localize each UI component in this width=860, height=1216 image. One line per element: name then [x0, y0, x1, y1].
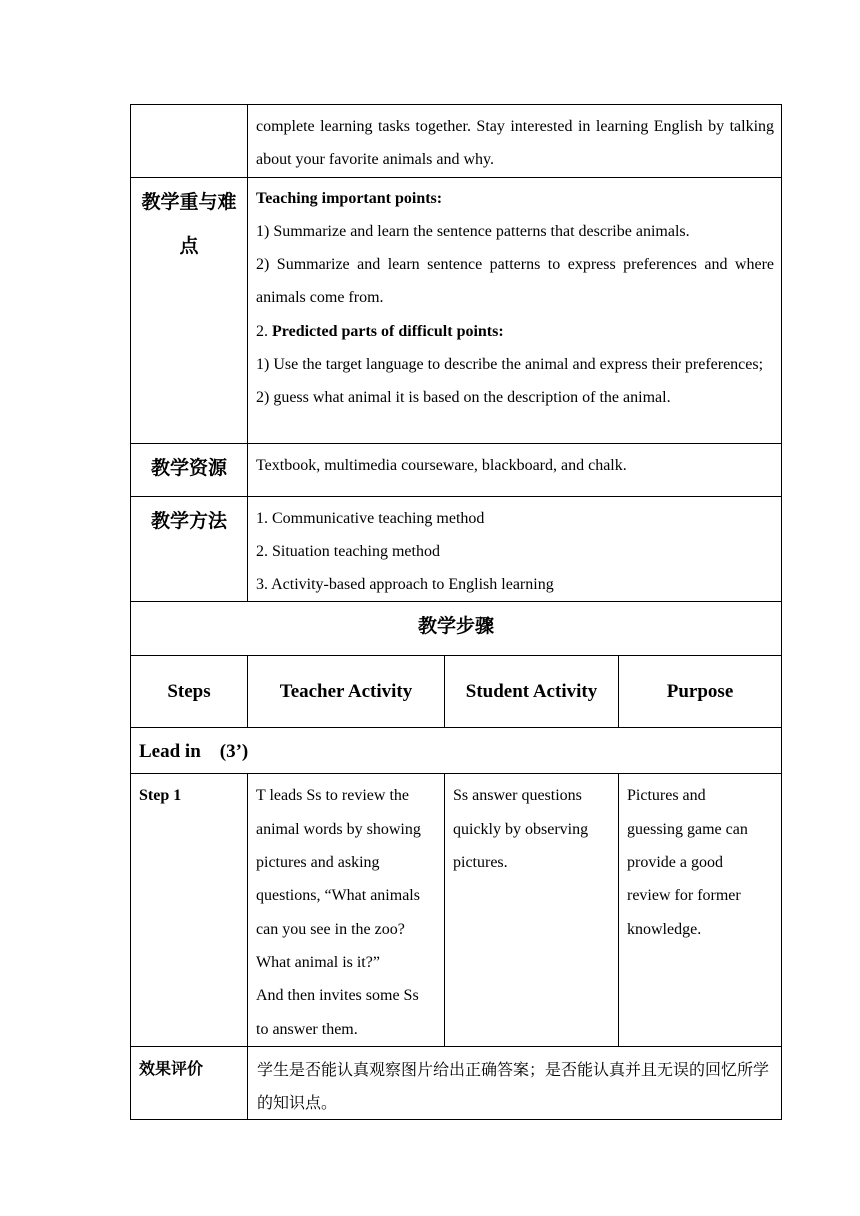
- important-point-item: 2) Summarize and learn sentence patterns to express preferences and where animals come from.: [256, 256, 775, 307]
- teacher-activity-line: questions, “What animals: [256, 887, 420, 905]
- column-header-row: [131, 656, 782, 728]
- methods-list: [248, 497, 781, 602]
- resources-row: [131, 443, 782, 496]
- key-points-label-cell: [131, 177, 248, 443]
- purpose-line: Pictures and: [627, 787, 706, 805]
- step-1-purpose: [619, 774, 781, 945]
- student-activity-line: pictures.: [453, 854, 508, 872]
- difficult-point-item: 1) Use the target language to describe the animal and express their preferences;: [256, 356, 764, 374]
- column-header-steps: Steps: [131, 656, 248, 728]
- difficult-points-heading: Predicted parts of difficult points:: [272, 322, 504, 340]
- resources-label-cell: [131, 443, 248, 496]
- important-point-item: 1) Summarize and learn the sentence patterns that describe animals.: [256, 222, 690, 240]
- evaluation-row: [131, 1046, 782, 1119]
- methods-label-cell: [131, 496, 248, 602]
- teacher-activity-line: T leads Ss to review the: [256, 787, 410, 805]
- methods-row: [131, 496, 782, 602]
- method-item: 1. Communicative teaching method: [256, 509, 485, 527]
- step-1-teacher-cell: [248, 774, 445, 1046]
- lead-in-title: Lead in (3’): [139, 741, 249, 763]
- key-points-label: 教学重与难点: [141, 190, 237, 257]
- evaluation-text: 学生是否能认真观察图片给出正确答案；是否能认真并且无误的回忆所学的知识点。: [257, 1059, 770, 1112]
- student-activity-line: Ss answer questions: [453, 787, 582, 805]
- step-1-purpose-cell: [619, 774, 782, 1046]
- method-item: 3. Activity-based approach to English learning: [256, 576, 554, 594]
- methods-content-cell: [248, 496, 782, 602]
- resources-label: 教学资源: [150, 456, 227, 479]
- resources-text: Textbook, multimedia courseware, blackboard, and chalk.: [256, 456, 627, 474]
- key-points-row: [131, 177, 782, 443]
- purpose-line: guessing game can: [627, 820, 748, 838]
- methods-label: 教学方法: [150, 509, 227, 532]
- teacher-activity-line: to answer them.: [256, 1020, 358, 1038]
- step-1-label-cell: [131, 774, 248, 1046]
- evaluation-label: 效果评价: [139, 1058, 204, 1078]
- teacher-activity-line: animal words by showing: [256, 820, 421, 838]
- key-points-content: [248, 178, 781, 415]
- steps-section-cell: [131, 602, 782, 656]
- important-points-heading: Teaching important points:: [256, 189, 443, 207]
- student-activity-line: quickly by observing: [453, 820, 589, 838]
- column-header-purpose: Purpose: [619, 656, 782, 728]
- resources-content-cell: [248, 443, 782, 496]
- steps-section-title: 教学步骤: [418, 615, 495, 638]
- objectives-text: complete learning tasks together. Stay interested in learning English by talking about your favorite animals and why.: [256, 118, 775, 169]
- lead-in-cell: [131, 728, 782, 774]
- purpose-line: provide a good: [627, 854, 723, 872]
- steps-section-row: [131, 602, 782, 656]
- step-1-label: Step 1: [139, 787, 182, 805]
- step-1-student-activity: [445, 774, 618, 879]
- purpose-line: review for former: [627, 887, 741, 905]
- objectives-row: [131, 105, 782, 178]
- teacher-activity-line: can you see in the zoo?: [256, 920, 405, 938]
- step-1-teacher-activity: [248, 774, 444, 1045]
- objectives-content-cell: [248, 105, 782, 178]
- purpose-line: knowledge.: [627, 920, 702, 938]
- teacher-activity-line: And then invites some Ss: [256, 987, 419, 1005]
- teacher-activity-line: What animal is it?”: [256, 953, 380, 971]
- key-points-content-cell: [248, 177, 782, 443]
- step-1-row: [131, 774, 782, 1046]
- step-1-student-cell: [445, 774, 619, 1046]
- teacher-activity-line: pictures and asking: [256, 854, 380, 872]
- difficult-point-item: 2) guess what animal it is based on the description of the animal.: [256, 389, 671, 407]
- column-header-teacher-activity: Teacher Activity: [248, 656, 445, 728]
- evaluation-content-cell: [248, 1046, 782, 1119]
- lesson-plan-table: [130, 104, 782, 1120]
- column-header-student-activity: Student Activity: [445, 656, 619, 728]
- lead-in-row: [131, 728, 782, 774]
- method-item: 2. Situation teaching method: [256, 542, 440, 560]
- objectives-label-cell: [131, 105, 248, 178]
- difficult-points-prefix: 2.: [256, 322, 272, 340]
- evaluation-label-cell: [131, 1046, 248, 1119]
